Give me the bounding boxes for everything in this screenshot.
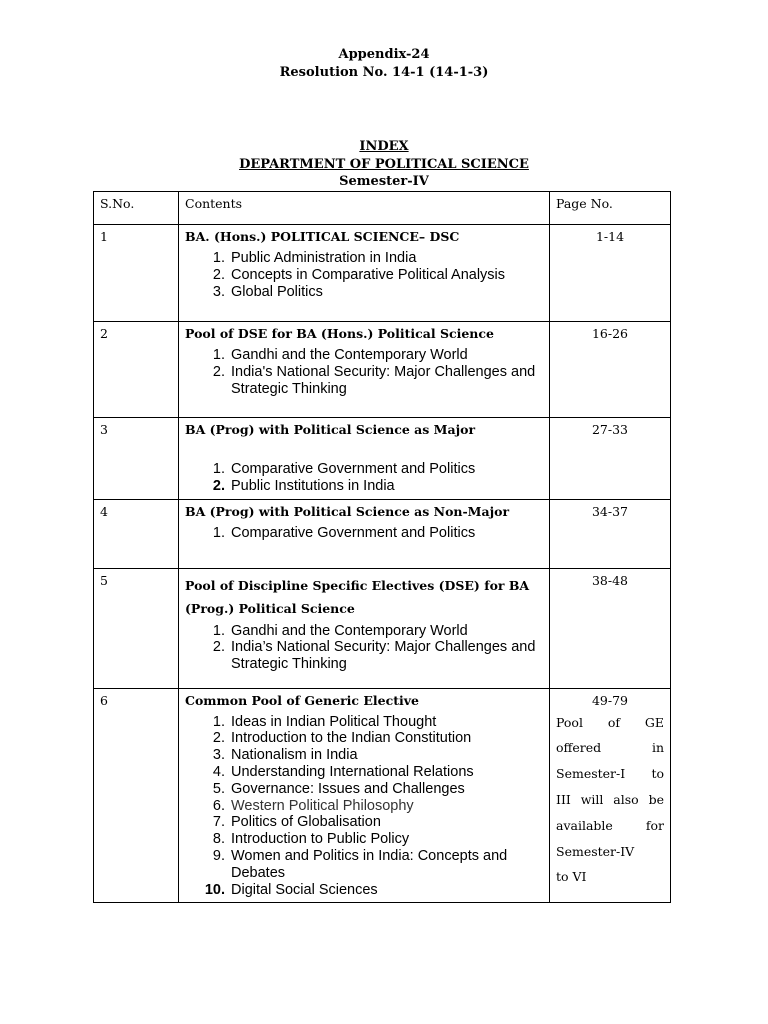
table-row (94, 418, 671, 500)
row-title: BA (Prog) with Political Science as Major (185, 422, 476, 437)
table-row (94, 499, 671, 568)
row-title-continued: (Prog.) Political Science (185, 600, 355, 616)
column-header-contents: Contents (179, 192, 550, 225)
resolution-number: Resolution No. 14-1 (14-1-3) (279, 65, 489, 80)
row-contents (179, 322, 550, 418)
row-pages: 27-33 (550, 418, 671, 500)
course-list (185, 250, 543, 300)
list-item: 2. Introduction to the Indian Constitution (212, 730, 472, 747)
list-item: 10. Digital Social Sciences (204, 881, 378, 898)
row-page-range: 49-79 (591, 692, 629, 708)
list-item: 7. Politics of Globalisation (212, 814, 381, 831)
list-item: 2. Concepts in Comparative Political Analysis (212, 266, 506, 283)
row-sno: 2 (94, 322, 179, 418)
list-item: 8. Introduction to Public Policy (212, 831, 410, 848)
row-pages: 16-26 (550, 322, 671, 418)
course-list (185, 461, 543, 495)
list-item: 1. Public Administration in India (212, 250, 417, 266)
list-item: 1. Gandhi and the Contemporary World (212, 347, 468, 363)
appendix-title: Appendix-24 (338, 47, 430, 62)
list-item: 3. Nationalism in India (212, 747, 358, 764)
row-contents (179, 568, 550, 688)
row-pages: 34-37 (550, 499, 671, 568)
department-heading: DEPARTMENT OF POLITICAL SCIENCE (239, 157, 529, 172)
table-row (94, 568, 671, 688)
row-sno: 3 (94, 418, 179, 500)
index-heading: INDEX (359, 139, 409, 154)
row-contents (179, 499, 550, 568)
row-sno: 5 (94, 568, 179, 688)
row-pages (550, 688, 671, 903)
table-header-row (94, 192, 671, 225)
row-title: Pool of Discipline Specific Electives (DSE) for BA (185, 577, 530, 593)
list-item: 4. Understanding International Relations (212, 763, 474, 780)
row-sno: 4 (94, 499, 179, 568)
row-pages: 38-48 (550, 568, 671, 688)
list-item: 1. Gandhi and the Contemporary World (212, 622, 468, 639)
row-contents (179, 688, 550, 903)
row-contents (179, 418, 550, 500)
list-item: 1. Comparative Government and Politics (212, 524, 476, 541)
index-table (93, 191, 671, 903)
course-list (185, 623, 543, 673)
row-pages: 1-14 (550, 225, 671, 322)
course-list (185, 525, 543, 542)
column-header-sno: S.No. (94, 192, 179, 225)
row-contents (179, 225, 550, 322)
course-list (185, 347, 543, 397)
list-item: 3. Global Politics (212, 283, 323, 300)
row-title: Common Pool of Generic Elective (185, 692, 419, 708)
list-item: 9. Women and Politics in India: Concepts and Debates (212, 847, 508, 881)
list-item: 6. Western Political Philosophy (212, 797, 414, 814)
row-sno: 1 (94, 225, 179, 322)
table-row (94, 688, 671, 903)
list-item: 5. Governance: Issues and Challenges (212, 780, 465, 797)
list-item: 1. Comparative Government and Politics (212, 461, 476, 477)
row-sno: 6 (94, 688, 179, 903)
list-item: 1. Ideas in Indian Political Thought (212, 713, 437, 730)
semester-heading: Semester-IV (339, 174, 429, 189)
row-title: BA. (Hons.) POLITICAL SCIENCE– DSC (185, 229, 460, 244)
course-list (185, 714, 543, 899)
ge-note: Pool of GE offered in Semester-I to III will also be available for Semester-IV to VI (556, 714, 664, 885)
list-item: 2. India’s National Security: Major Challenges and Strategic Thinking (212, 639, 536, 673)
list-item: 2. Public Institutions in India (212, 477, 395, 494)
table-row (94, 225, 671, 322)
table-row (94, 322, 671, 418)
row-title: BA (Prog) with Political Science as Non-Major (185, 503, 510, 519)
column-header-page: Page No. (550, 192, 671, 225)
row-title: Pool of DSE for BA (Hons.) Political Science (185, 326, 494, 341)
list-item: 2. India's National Security: Major Challenges and Strategic Thinking (212, 363, 536, 397)
